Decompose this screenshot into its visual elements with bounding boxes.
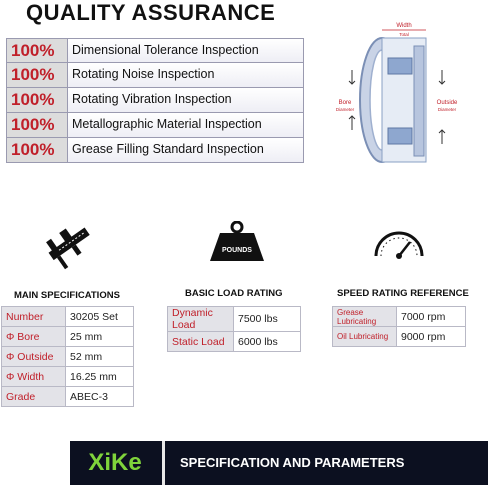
width-sub-label: Total [399, 32, 409, 37]
quality-assurance-list [6, 38, 304, 163]
caliper-icon [44, 219, 96, 271]
load-value: 6000 lbs [234, 332, 301, 352]
spec-value: ABEC-3 [66, 387, 134, 407]
speed-rating-table [332, 306, 466, 347]
qa-label: Dimensional Tolerance Inspection [68, 39, 303, 62]
qa-label: Rotating Noise Inspection [68, 63, 303, 87]
spec-value: 25 mm [66, 327, 134, 347]
qa-row [6, 63, 304, 88]
weight-icon-label: POUNDS [222, 247, 252, 254]
bore-label: Bore [338, 100, 352, 106]
qa-percent: 100% [7, 63, 68, 87]
qa-row [6, 88, 304, 113]
outside-sub-label: Diameter [437, 107, 457, 112]
speed-value: 9000 rpm [397, 327, 466, 347]
load-rating-table [167, 306, 301, 352]
qa-percent: 100% [7, 138, 68, 162]
qa-label: Rotating Vibration Inspection [68, 88, 303, 112]
table-row [2, 327, 134, 347]
table-row [2, 387, 134, 407]
brand-logo: XiKe [88, 449, 142, 476]
speed-key: Oil Lubricating [333, 327, 397, 347]
table-row [333, 327, 466, 347]
table-row [2, 367, 134, 387]
qa-row [6, 138, 304, 163]
speed-rating-title: SPEED RATING REFERENCE [337, 288, 469, 299]
speed-value: 7000 rpm [397, 307, 466, 327]
outside-label: Outside [436, 100, 458, 106]
qa-label: Metallographic Material Inspection [68, 113, 303, 137]
spec-key: Φ Outside [2, 347, 66, 367]
weight-icon [208, 221, 266, 263]
spec-value: 16.25 mm [66, 367, 134, 387]
bearing-cup [414, 46, 424, 156]
table-row [168, 332, 301, 352]
spec-key: Grade [2, 387, 66, 407]
banner-divider [162, 441, 165, 485]
table-row [2, 307, 134, 327]
main-specs-table [1, 306, 134, 407]
bore-arrow-down-icon [349, 70, 355, 84]
width-label: Width [396, 23, 412, 29]
qa-percent: 100% [7, 113, 68, 137]
footer-banner [70, 441, 488, 485]
main-specs-title: MAIN SPECIFICATIONS [14, 290, 120, 301]
table-row [2, 347, 134, 367]
qa-percent: 100% [7, 39, 68, 62]
bore-sub-label: Diameter [335, 107, 355, 112]
qa-row [6, 38, 304, 63]
qa-percent: 100% [7, 88, 68, 112]
table-row [168, 307, 301, 332]
outside-arrow-down-icon [439, 70, 445, 84]
spec-value: 30205 Set [66, 307, 134, 327]
bearing-roller-bottom [388, 128, 412, 144]
spec-key: Φ Width [2, 367, 66, 387]
spec-key: Number [2, 307, 66, 327]
speed-key: Grease Lubricating [333, 307, 397, 327]
load-key: Dynamic Load [168, 307, 234, 332]
bore-arrow-up-icon [349, 116, 355, 130]
page-title: QUALITY ASSURANCE [26, 0, 276, 25]
spec-value: 52 mm [66, 347, 134, 367]
table-row [333, 307, 466, 327]
bearing-roller-top [388, 58, 412, 74]
qa-label: Grease Filling Standard Inspection [68, 138, 303, 162]
banner-title: SPECIFICATION AND PARAMETERS [180, 455, 405, 470]
load-rating-title: BASIC LOAD RATING [185, 288, 283, 299]
load-value: 7500 lbs [234, 307, 301, 332]
speedometer-icon [372, 229, 426, 259]
load-key: Static Load [168, 332, 234, 352]
bearing-diagram [330, 18, 470, 168]
spec-key: Φ Bore [2, 327, 66, 347]
qa-row [6, 113, 304, 138]
outside-arrow-up-icon [439, 130, 445, 144]
